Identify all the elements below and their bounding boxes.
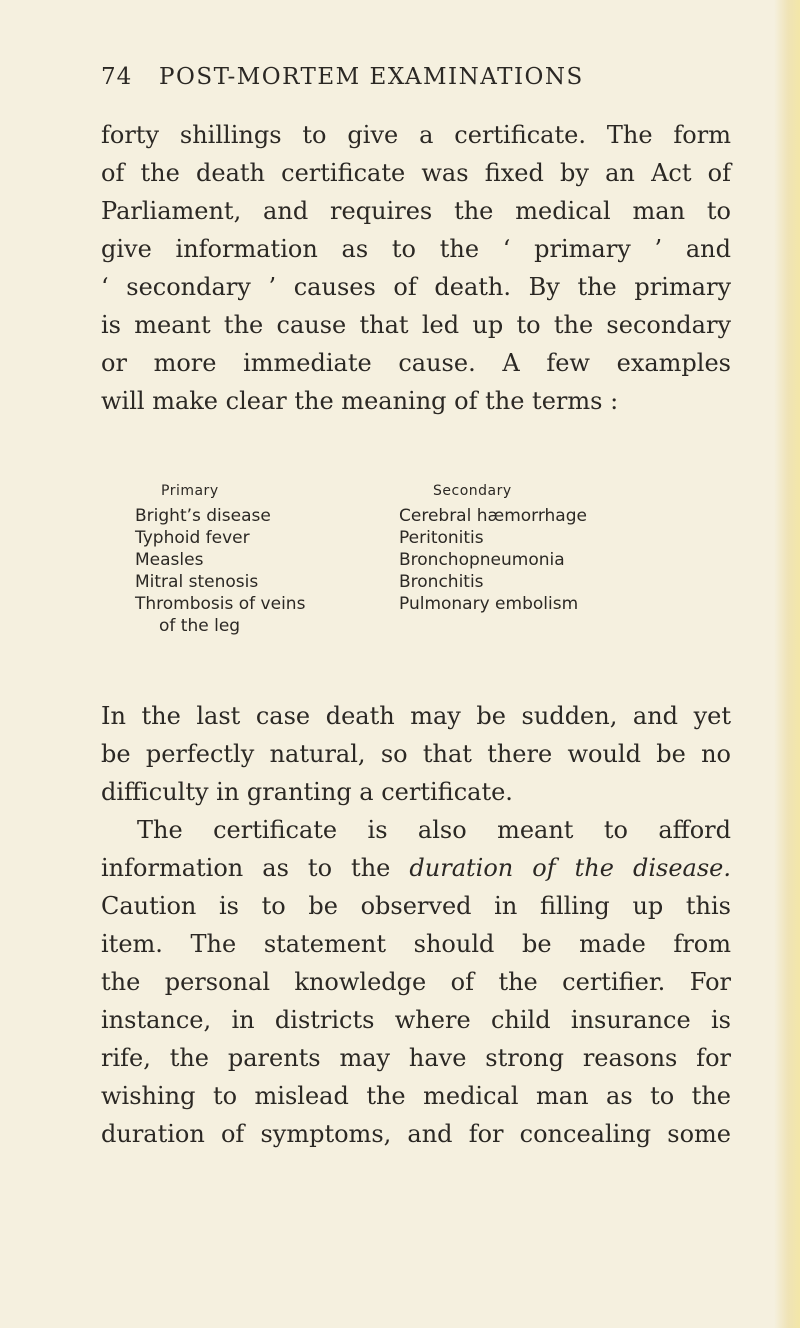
primary-cause: Measles — [135, 550, 204, 570]
secondary-cause: Cerebral hæmorrhage — [399, 506, 587, 526]
running-head — [101, 64, 740, 98]
text-line: rife, the parents may have strong reasons for — [101, 1044, 731, 1072]
text-line: be perfectly natural, so that there would be no — [101, 740, 731, 768]
text-line: the personal knowledge of the certifier. For — [101, 968, 731, 996]
secondary-column-header: Secondary — [433, 483, 512, 499]
italic-phrase: duration of the disease. — [409, 854, 731, 882]
text-line: or more immediate cause. A few examples — [101, 349, 731, 377]
secondary-cause: Peritonitis — [399, 528, 484, 548]
text-line: ‘ secondary ’ causes of death. By the primary — [101, 273, 731, 301]
text-line: wishing to mislead the medical man as to the — [101, 1082, 731, 1110]
primary-column-header: Primary — [161, 483, 219, 499]
text-line-with-italic — [101, 849, 731, 887]
text-line: item. The statement should be made from — [101, 930, 731, 958]
primary-column — [135, 480, 305, 637]
header-title: POST-MORTEM EXAMINATIONS — [159, 64, 584, 90]
secondary-cause: Bronchopneumonia — [399, 550, 565, 570]
paragraph-certificate-form — [101, 116, 731, 420]
text-line: instance, in districts where child insurance is — [101, 1006, 731, 1034]
paragraph-duration — [101, 811, 731, 1153]
page-edge — [774, 0, 800, 1328]
primary-cause-continuation: of the leg — [159, 616, 241, 636]
text-line: In the last case death may be sudden, and yet — [101, 702, 731, 730]
text-line: give information as to the ‘ primary ’ and — [101, 235, 731, 263]
text-run: information as to the — [101, 854, 410, 882]
page-number: 74 — [101, 64, 133, 90]
secondary-cause: Bronchitis — [399, 572, 484, 592]
text-line: forty shillings to give a certificate. The form — [101, 121, 731, 149]
primary-cause: Typhoid fever — [135, 528, 250, 548]
secondary-column — [399, 480, 587, 615]
text-line: is meant the cause that led up to the secondary — [101, 311, 731, 339]
text-line: The certificate is also meant to afford — [137, 816, 731, 844]
text-line: Caution is to be observed in filling up this — [101, 892, 731, 920]
primary-cause: Bright’s disease — [135, 506, 271, 526]
text-line: Parliament, and requires the medical man to — [101, 197, 731, 225]
primary-cause: Thrombosis of veins — [135, 594, 306, 614]
secondary-cause: Pulmonary embolism — [399, 594, 579, 614]
primary-cause: Mitral stenosis — [135, 572, 259, 592]
text-line: of the death certificate was fixed by an Act of — [101, 159, 731, 187]
text-line: will make clear the meaning of the terms : — [101, 387, 619, 415]
paragraph-sudden-death — [101, 697, 731, 811]
text-line: duration of symptoms, and for concealing some — [101, 1120, 731, 1148]
text-line: difficulty in granting a certificate. — [101, 778, 513, 806]
